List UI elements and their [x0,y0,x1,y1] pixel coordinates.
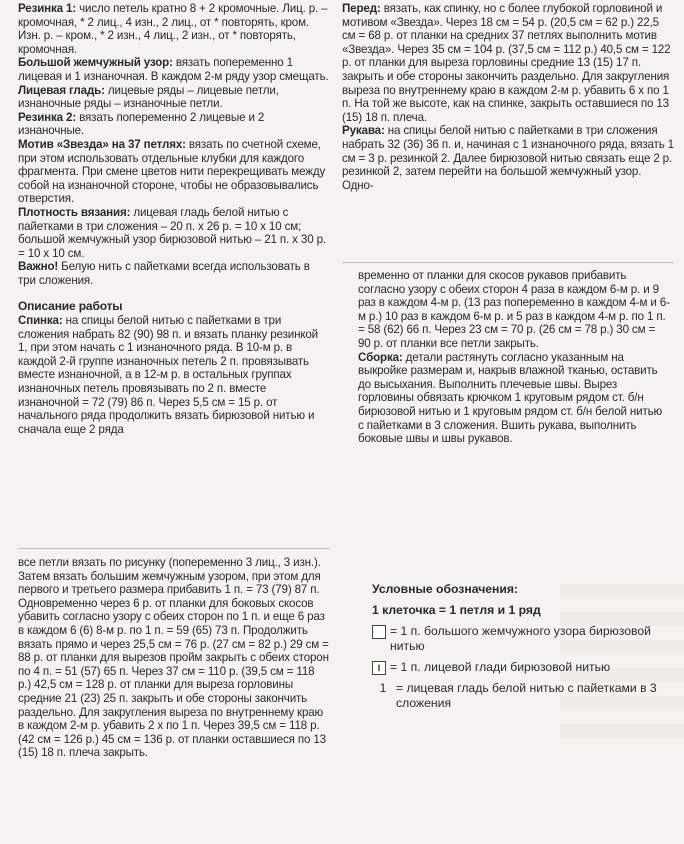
paragraph-pearl-pattern: Большой жемчужный узор: вязать попеременно 1 лицевая и 1 изнаночная. В каждом 2-м ряду узор смещать. [18,56,329,83]
divider [18,548,330,549]
divider [342,262,674,263]
paragraph-back-continued: все петли вязать по рисунку (попеременно 3 лиц., 3 изн.). Затем вязать большим жемчужным узором, при этом для первого и третьего размера прибавить 1 п. = 73 (79) 87 п. Одновременно через 6 р. от планки для боковых скосов убавить согласно узору с обеих сторон по 1 п. и еще 6 раз в каждом 6 (6) 8-м р. по 1 п. = 59 (65) 73 п. Продолжить вязать прямо и через 25,5 см = 76 р. (27 см = 82 р.) 29 см = 88 р. от планки для вырезов пройм закрыть с обеих сторон по 4 п. = 51 (57) 65 п. Через 37 см = 110 р. (39,5 см = 118 р.) 42,5 см = 128 р. от планки для выреза горловины средние 21 (23) 25 п. закрыть и обе стороны закончить раздельно. Для закругления выреза по внутреннему краю в каждом 2-м р. убавить 2 х по 1 п. Через 39,5 см = 118 р. (42 см = 126 р.) 45 см = 136 р. от планки оставшиеся по 13 (15) 18 п. плеча закрыть. [18,556,329,760]
paragraph-sleeves-continued: временно от планки для скосов рукавов прибавить согласно узору с обеих сторон 4 раза в каждом 6-м р. и 9 раз в каждом 4-м р. (13 раз попеременно в каждом 4-м и 6-м р.) 10 раз в каждом 6-м р. и 5 раз в каждом 4-м р. по 1 п. = 58 (62) 66 п. Через 23 см = 70 р. (26 см = 78 р.) 30 см = 90 р. от планки все петли закрыть. [358,269,670,350]
column-right-top [342,2,674,192]
legend [372,582,672,711]
legend-item: = 1 п. большого жемчужного узора бирюзовой нитью [372,624,672,654]
paragraph-important: Важно! Белую нить с пайетками всегда использовать в три сложения. [18,260,310,287]
column-right-bottom [358,269,670,446]
legend-subtitle: 1 клеточка = 1 петля и 1 ряд [372,603,541,617]
bar-square-icon: I [372,661,386,675]
paragraph-rib1: Резинка 1: число петель кратно 8 + 2 кромочные. Лиц. р. – кромочная, * 2 лиц., 4 изн., 2 лиц., от * повторять, кром. Изн. р. – кром., * 2 изн., 4 лиц., 2 изн., от * повторять, кромочная. [18,2,328,56]
legend-title: Условные обозначения: [372,582,519,596]
legend-item: I = 1 п. лицевой глади бирюзовой нитью [372,660,672,675]
paragraph-assembly: Сборка: детали растянуть согласно указанным на выкройке размерам и, накрыв влажной тканью, оставить до высыхания. Выполнить плечевые швы. Вырез горловины обвязать крючком 1 круговым рядом ст. б/н бирюзовой нитью и 1 круговым рядом ст. б/н белой нитью с пайетками в 3 сложения. Вшить рукава, выполнить боковые швы и швы рукавов. [358,350,663,446]
empty-square-icon [372,625,386,639]
paragraph-sleeves: Рукава: на спицы белой нитью с пайетками в три сложения набрать 32 (36) 36 п. и, начиная с 1 изнаночного ряда, вязать 1 см = 3 р. резинкой 2. Далее бирюзовой нитью связать еще 2 р. резинкой 2, затем перейти на большой жемчужный узор. Одно- [342,124,674,192]
column-left-bottom [18,556,330,760]
column-left-top [18,2,330,436]
paragraph-front: Перед: вязать, как спинку, но с более глубокой горловиной и мотивом «Звезда». Через 18 см = 54 р. (20,5 см = 62 р.) 22,5 см = 68 р. от планки на средних 37 петлях выполнить мотив «Звезда». Через 35 см = 104 р. (37,5 см = 112 р.) 40,5 см = 122 р. от планки для выреза горловины средние 13 (15) 17 п. закрыть и обе стороны закончить раздельно. Для закругления выреза по внутреннему краю в каждом 2-м р. убавить 6 х по 1 п. На той же высоте, как на спинке, закрыть оставшиеся по 13 (15) 18 п. плеча. [342,2,671,124]
section-title: Описание работы [18,299,123,314]
number-one-symbol: 1 [379,681,387,695]
paragraph-star-motif: Мотив «Звезда» на 37 петлях: вязать по счетной схеме, при этом использовать отдельные клубки для каждого фрагмента. При смене цветов нити перекрещивать между собой на изнаночной стороне, чтобы не образовывались отверстия. [18,137,326,206]
legend-item: 1 = лицевая гладь белой нитью с пайетками в 3 сложения [372,681,672,711]
paragraph-gauge: Плотность вязания: лицевая гладь белой нитью с пайетками в три сложения – 20 п. х 26 р. = 10 х 10 см; большой жемчужный узор бирюзовой нитью – 21 п. х 30 р. = 10 х 10 см. [18,205,326,260]
paragraph-rib2: Резинка 2: вязать попеременно 2 лицевые и 2 изнаночные. [18,110,265,138]
paragraph-stockinette: Лицевая гладь: лицевые ряды – лицевые петли, изнаночные ряды – изнаночные петли. [18,83,279,111]
paragraph-back: Спинка: на спицы белой нитью с пайетками в три сложения набрать 82 (90) 98 п. и вязать планку резинкой 1, при этом начать с 1 изнаночного ряда. В 10-м р. в каждой 2-й группе изнаночных петель 2 п. провязывать вместе изнаночной, а в 12-м р. в остальных группах изнаночных петель провязывать по 2 п. вместе изнаночной = 72 (79) 86 п. Через 5,5 см = 15 р. от начального ряда продолжить вязать бирюзовой нитью и сначала еще 2 ряда [18,314,318,436]
